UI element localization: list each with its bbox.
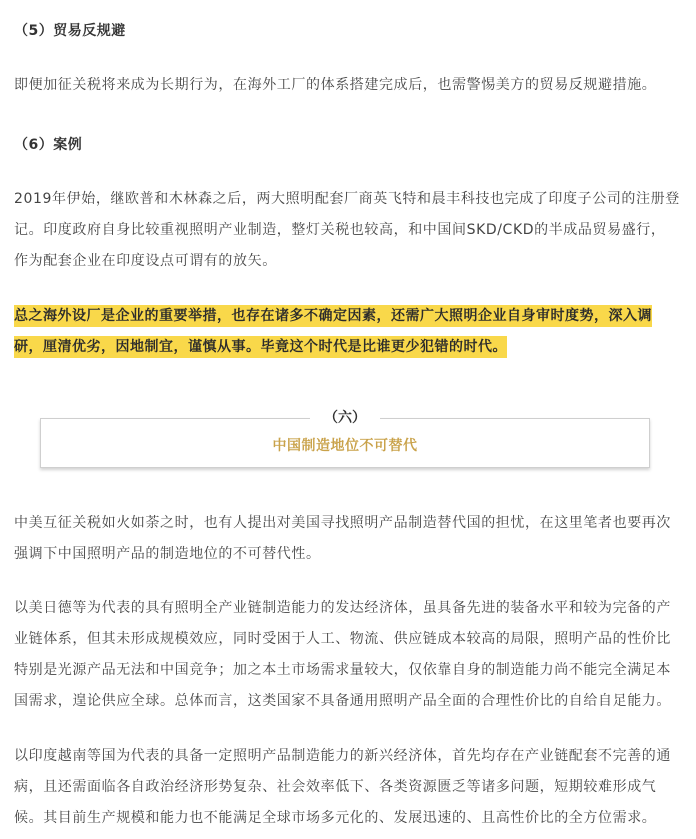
paragraph-line: 强调下中国照明产品的制造地位的不可替代性。 — [14, 546, 321, 562]
paragraph-line: 国需求，遑论供应全球。总体而言，这类国家不具备通用照明产品全面的合理性价比的自给自足能力。 — [14, 693, 671, 709]
paragraph-line: 特别是光源产品无法和中国竞争；加之本土市场需求量较大，仅依靠自身的制造能力尚不能完全满足本 — [14, 662, 671, 678]
paragraph-line: 记。印度政府自身比较重视照明产业制造，整灯关税也较高，和中国间SKD/CKD的半成品贸易盛行， — [14, 222, 666, 238]
paragraph-case — [14, 184, 680, 277]
highlighted-summary — [14, 301, 680, 363]
highlight-line: 研，厘清优劣，因地制宜，谨慎从事。毕竟这个时代是比谁更少犯错的时代。 — [14, 336, 507, 358]
paragraph-line: 以印度越南等国为代表的具备一定照明产品制造能力的新兴经济体，首先均存在产业链配套不完善的通 — [14, 748, 671, 764]
paragraph-trade-anti-circumvention — [14, 70, 680, 101]
paragraph-line: 作为配套企业在印度设点可谓有的放矢。 — [14, 253, 277, 269]
paragraph-line: 病，且还需面临各自政治经济形势复杂、社会效率低下、各类资源匮乏等诸多问题，短期较难形成气 — [14, 779, 657, 795]
section-number: （六） — [310, 407, 380, 427]
paragraph-developed-economies — [14, 593, 680, 717]
paragraph-line: 中美互征关税如火如荼之时，也有人提出对美国寻找照明产品制造替代国的担忧，在这里笔者也要再次 — [14, 515, 671, 531]
paragraph-line: 2019年伊始，继欧普和木林森之后，两大照明配套厂商英飞特和晨丰科技也完成了印度子公司的注册登 — [14, 191, 680, 207]
paragraph-line: 业链体系，但其未形成规模效应，同时受困于人工、物流、供应链成本较高的局限，照明产品的性价比 — [14, 631, 671, 647]
heading-trade-anti-circumvention: （5）贸易反规避 — [14, 23, 126, 39]
section-title: 中国制造地位不可替代 — [272, 438, 418, 454]
highlight-line: 总之海外设厂是企业的重要举措，也存在诸多不确定因素，还需广大照明企业自身审时度势，深入调 — [14, 305, 652, 327]
paragraph-line: 候。其目前生产规模和能力也不能满足全球市场多元化的、发展迅速的、且高性价比的全方位需求。 — [14, 810, 657, 826]
paragraph-tariff-concern — [14, 508, 680, 570]
paragraph-line: 以美日德等为代表的具有照明全产业链制造能力的发达经济体，虽具备先进的装备水平和较为完备的产 — [14, 600, 671, 616]
paragraph-emerging-economies — [14, 741, 680, 834]
heading-case: （6）案例 — [14, 137, 83, 153]
section-title-box — [40, 410, 650, 468]
paragraph-line: 即便加征关税将来成为长期行为，在海外工厂的体系搭建完成后，也需警惕美方的贸易反规避措施。 — [14, 77, 657, 93]
